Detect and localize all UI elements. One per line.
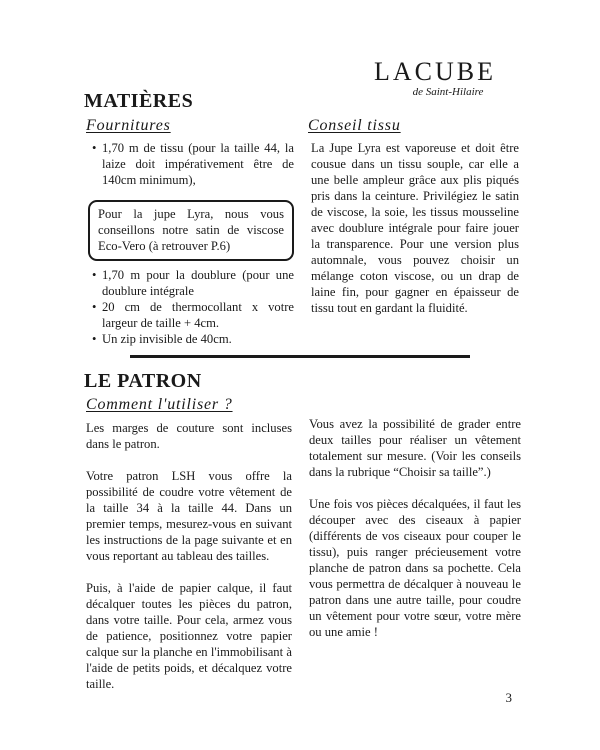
supplies-list-continued (92, 267, 294, 347)
brand-subtitle: de Saint-Hilaire (412, 86, 484, 98)
pattern-left-column (86, 420, 292, 708)
supplies-heading: Fournitures (86, 117, 171, 134)
fabric-tip-heading: Conseil tissu (308, 117, 401, 134)
supplies-list (92, 140, 294, 188)
section-divider (130, 355, 470, 358)
pattern-paragraph: Vous avez la possibilité de grader entre deux tailles pour réaliser un vêtement totalement sur mesure. (Voir les conseils dans la rubrique “Choisir sa taille”.) (309, 417, 521, 479)
supply-item-fabric: • 1,70 m de tissu (pour la taille 44, la laize doit impérativement être de 140cm minimum), (92, 140, 294, 188)
pattern-paragraph: Une fois vos pièces décalquées, il faut les découper avec des ciseaux à papier (différents de vos ciseaux pour couper le tissu), puis ranger précieusement votre planche de patron dans sa pochette. Cela vous permettra de décalquer à nouveau le patron dans une autre taille, pour coudre un vêtement pour votre sœur, votre mère ou une amie ! (309, 497, 521, 639)
pattern-paragraph: Votre patron LSH vous offre la possibilité de coudre votre vêtement de la taille 34 à la taille 44. Dans un premier temps, mesurez-vous en suivant les instructions de la page suivante et en vous reportant au tableau des tailles. (86, 469, 292, 563)
supplies-column (92, 140, 294, 347)
brand-name: LACUBE (374, 57, 496, 86)
fabric-recommendation-callout: Pour la jupe Lyra, nous vous conseillons notre satin de viscose Eco-Vero (à retrouver P.6) (88, 200, 294, 261)
brand-logo (360, 58, 510, 98)
fabric-tip-text: La Jupe Lyra est vaporeuse et doit être cousue dans un tissu souple, car elle a une belle ampleur grâce aux plis piqués pris dans la ceinture. Privilégiez le satin de viscose, la soie, les tissus mousseline avec doublure intégrale pour faire jouer la transparence. Pour une version plus automnale, vous pouvez choisir un mélange coton viscose, ou un drap de laine fin, pour gagner en épaisseur de tissu tout en gardant la fluidité. (311, 141, 519, 315)
pattern-right-column (309, 416, 521, 656)
supply-item-zip: • Un zip invisible de 40cm. (92, 331, 294, 347)
pattern-paragraph: Les marges de couture sont incluses dans le patron. (86, 421, 292, 451)
supply-item-lining: • 1,70 m pour la doublure (pour une doublure intégrale (92, 267, 294, 299)
pattern-usage-heading: Comment l'utiliser ? (86, 396, 233, 413)
pattern-paragraph: Puis, à l'aide de papier calque, il faut décalquer toutes les pièces du patron, dans votre taille. Pour cela, armez vous de patience, positionnez votre papier calque sur la planche en l'immobilisant à l'aide de petits poids, et décalquez votre taille. (86, 581, 292, 691)
pattern-title: LE PATRON (84, 370, 202, 392)
page-number: 3 (505, 690, 512, 705)
materials-title: MATIÈRES (84, 90, 194, 112)
supply-item-interfacing: • 20 cm de thermocollant x votre largeur de taille + 4cm. (92, 299, 294, 331)
